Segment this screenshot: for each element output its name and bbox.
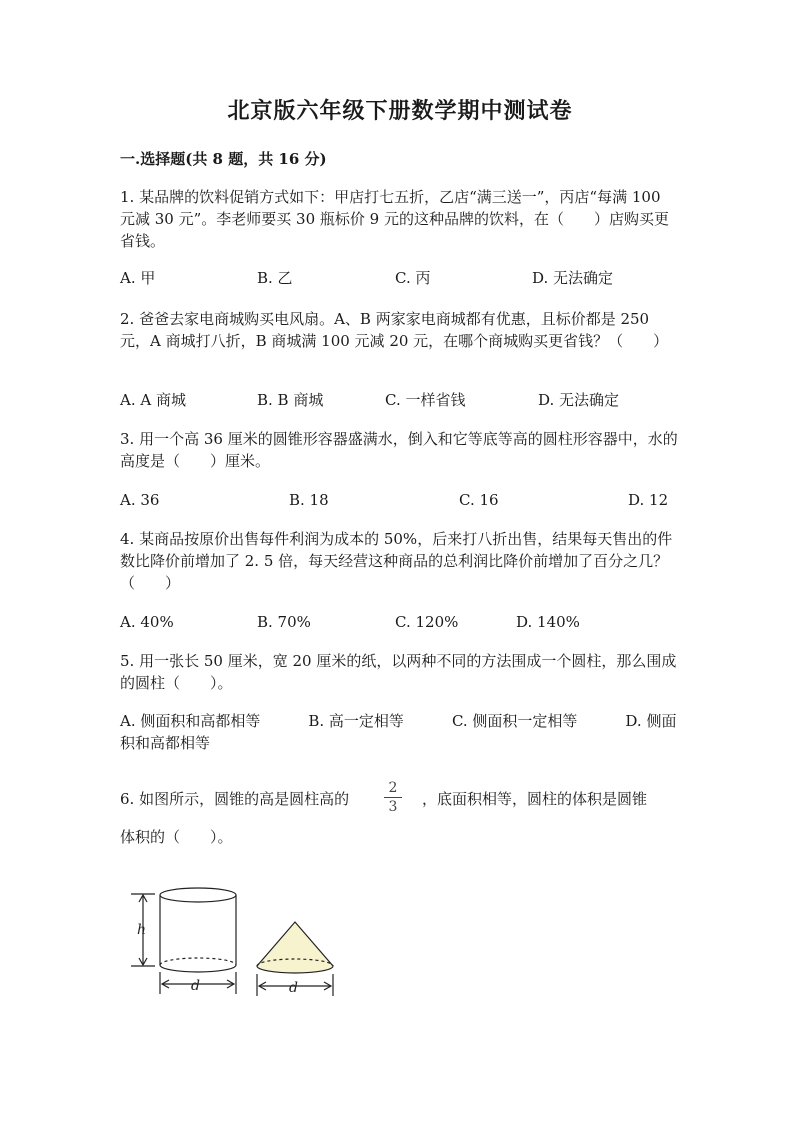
option-b[interactable]: B. 乙 bbox=[257, 269, 293, 287]
option-a[interactable]: A. 36 bbox=[120, 491, 160, 509]
option-b[interactable]: B. 高一定相等 bbox=[308, 712, 404, 730]
cylinder-shape bbox=[160, 888, 236, 972]
option-c[interactable]: C. 侧面积一定相等 bbox=[451, 712, 578, 730]
question-6-line2: 体积的（ ）。 bbox=[120, 828, 233, 846]
option-a[interactable]: A. 侧面积和高都相等 bbox=[120, 712, 261, 730]
option-a[interactable]: A. 甲 bbox=[120, 269, 156, 287]
option-b[interactable]: B. B 商城 bbox=[257, 391, 324, 409]
question-3: 3. 用一个高 36 厘米的圆锥形容器盛满水，倒入和它等底等高的圆柱形容器中，水的高度是（ ）厘米。 bbox=[120, 430, 678, 470]
question-1-options bbox=[120, 267, 680, 289]
question-6-part1: 6. 如图所示，圆锥的高是圆柱高的 bbox=[120, 790, 350, 808]
option-c[interactable]: C. 一样省钱 bbox=[385, 391, 466, 409]
height-label: h bbox=[137, 922, 147, 938]
question-6-part2: ，底面积相等，圆柱的体积是圆锥 bbox=[422, 790, 648, 808]
fraction-numerator: 2 bbox=[388, 780, 398, 796]
option-b[interactable]: B. 18 bbox=[289, 491, 329, 509]
figure-svg bbox=[125, 880, 345, 1000]
fraction-two-thirds bbox=[382, 780, 404, 815]
option-a[interactable]: A. A 商城 bbox=[120, 391, 186, 409]
question-2: 2. 爸爸去家电商城购买电风扇。A、B 两家家电商城都有优惠，且标价都是 250 元，A 商城打八折，B 商城满 100 元减 20 元，在哪个商城购买更省钱？（ ） bbox=[120, 310, 669, 350]
question-5: 5. 用一张长 50 厘米，宽 20 厘米的纸，以两种不同的方法围成一个圆柱，那么围成的圆柱（ ）。 bbox=[120, 652, 677, 692]
option-c[interactable]: C. 120% bbox=[395, 613, 459, 631]
cylinder-cone-figure bbox=[125, 880, 345, 1004]
option-d[interactable]: D. 侧面积和高都相等 bbox=[120, 712, 677, 752]
option-d[interactable]: D. 无法确定 bbox=[538, 391, 620, 409]
question-1: 1. 某品牌的饮料促销方式如下：甲店打七五折，乙店“满三送一”，丙店“每满 100 元减 30 元”。李老师要买 30 瓶标价 9 元的这种品牌的饮料，在（ ）店购买更省钱。 bbox=[120, 188, 669, 250]
fraction-denominator: 3 bbox=[388, 799, 398, 815]
cone-shape bbox=[257, 922, 333, 973]
cylinder-diameter-label: d bbox=[191, 978, 200, 994]
question-2-options bbox=[120, 389, 680, 411]
option-a[interactable]: A. 40% bbox=[120, 613, 174, 631]
option-c[interactable]: C. 16 bbox=[459, 491, 499, 509]
option-c[interactable]: C. 丙 bbox=[395, 269, 431, 287]
question-4-options bbox=[120, 611, 680, 633]
question-3-options bbox=[120, 489, 680, 511]
section-heading: 一.选择题(共 8 题，共 16 分) bbox=[120, 150, 327, 168]
option-b[interactable]: B. 70% bbox=[257, 613, 311, 631]
question-5-options bbox=[120, 710, 680, 754]
option-d[interactable]: D. 无法确定 bbox=[532, 269, 614, 287]
option-d[interactable]: D. 12 bbox=[628, 491, 669, 509]
question-4: 4. 某商品按原价出售每件利润为成本的 50%，后来打八折出售，结果每天售出的件数比降价前增加了 2. 5 倍，每天经营这种商品的总利润比降价前增加了百分之几？（ ） bbox=[120, 530, 673, 592]
option-d[interactable]: D. 140% bbox=[516, 613, 580, 631]
cone-diameter-label: d bbox=[289, 980, 298, 996]
page-title: 北京版六年级下册数学期中测试卷 bbox=[227, 98, 573, 124]
